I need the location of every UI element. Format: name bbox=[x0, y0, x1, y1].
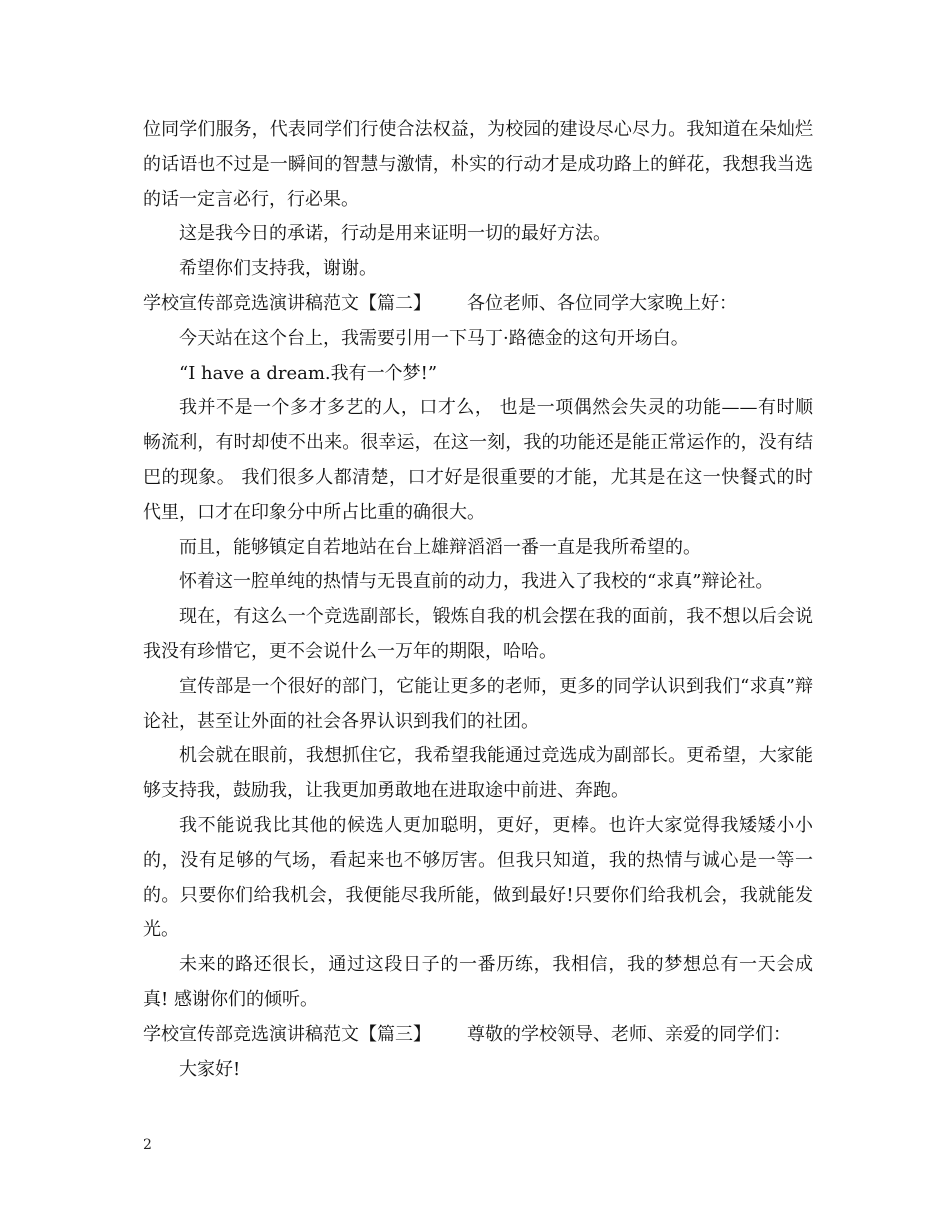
paragraph-quote: “I have a dream.我有一个梦!” bbox=[179, 362, 438, 384]
section-greeting: 各位老师、各位同学大家晚上好： bbox=[467, 292, 737, 314]
paragraph: 这是我今日的承诺，行动是用来证明一切的最好方法。 bbox=[179, 223, 611, 245]
section-heading-2 bbox=[143, 287, 813, 322]
paragraph: 而且，能够镇定自若地站在台上雄辩滔滔一番一直是我所希望的。 bbox=[179, 536, 701, 558]
paragraph: 我并不是一个多才多艺的人，口才么， 也是一项偶然会失灵的功能——有时顺畅流利，有时却使不出来。很幸运，在这一刻，我的功能还是能正常运作的，没有结巴的现象。 我们很多人都清楚，口才好是很重要的才能，尤其是在这一快餐式的时代里，口才在印象分中所占比重的确很大。 bbox=[143, 397, 813, 523]
page-number: 2 bbox=[143, 1137, 152, 1153]
paragraph: 我不能说我比其他的候选人更加聪明，更好，更棒。也许大家觉得我矮矮小小的，没有足够的气场，看起来也不够厉害。但我只知道，我的热情与诚心是一等一的。只要你们给我机会，我便能尽我所能，做到最好!只要你们给我机会，我就能发光。 bbox=[143, 814, 813, 941]
paragraph: 现在，有这么一个竞选副部长，锻炼自我的机会摆在我的面前，我不想以后会说我没有珍惜它，更不会说什么一万年的期限，哈哈。 bbox=[143, 606, 813, 662]
paragraph: 希望你们支持我，谢谢。 bbox=[179, 258, 377, 280]
paragraph: 宣传部是一个很好的部门，它能让更多的老师，更多的同学认识到我们“求真”辩论社，甚至让外面的社会各界认识到我们的社团。 bbox=[143, 675, 813, 732]
section-title: 学校宣传部竞选演讲稿范文【篇三】 bbox=[143, 1023, 431, 1045]
section-title: 学校宣传部竞选演讲稿范文【篇二】 bbox=[143, 292, 431, 314]
paragraph: 机会就在眼前，我想抓住它，我希望我能通过竞选成为副部长。更希望，大家能够支持我，鼓励我，让我更加勇敢地在进取途中前进、奔跑。 bbox=[143, 745, 813, 802]
paragraph: 怀着这一腔单纯的热情与无畏直前的动力，我进入了我校的“求真”辩论社。 bbox=[179, 571, 774, 593]
document-body bbox=[143, 113, 813, 1087]
section-greeting: 尊敬的学校领导、老师、亲爱的同学们： bbox=[467, 1023, 791, 1045]
paragraph: 今天站在这个台上，我需要引用一下马丁·路德金的这句开场白。 bbox=[179, 327, 689, 349]
section-heading-3 bbox=[143, 1018, 813, 1053]
paragraph: 大家好! bbox=[179, 1058, 241, 1080]
paragraph: 未来的路还很长，通过这段日子的一番历练，我相信，我的梦想总有一天会成真! 感谢你们的倾听。 bbox=[143, 954, 813, 1010]
paragraph-continuation: 位同学们服务，代表同学们行使合法权益，为校园的建设尽心尽力。我知道在朵灿烂的话语也不过是一瞬间的智慧与激情，朴实的行动才是成功路上的鲜花，我想我当选的话一定言必行，行必果。 bbox=[143, 119, 813, 210]
